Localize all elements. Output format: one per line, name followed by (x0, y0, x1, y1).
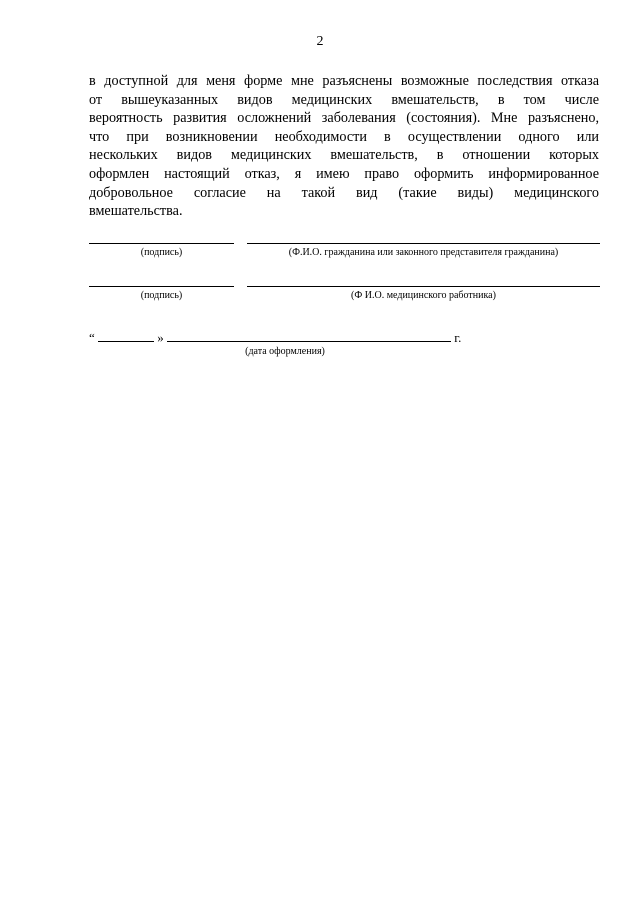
paragraph-line: вмешательства. (89, 203, 183, 220)
paragraph-line: в доступной для меня форме мне разъяснены возможные последствия отказа (89, 73, 599, 89)
consent-refusal-paragraph (89, 72, 599, 221)
date-caption: (дата оформления) (245, 346, 325, 357)
medical-worker-name-line[interactable] (247, 286, 600, 287)
paragraph-line: что при возникновении необходимости в осуществлении одного или (89, 128, 599, 145)
date-open-quote: “ (89, 330, 95, 345)
date-month-field[interactable] (167, 331, 451, 342)
page-number: 2 (316, 34, 324, 49)
citizen-name-line[interactable] (247, 243, 600, 244)
medical-worker-name-caption: (Ф И.О. медицинского работника) (351, 290, 496, 301)
paragraph-line: нескольких видов медицинских вмешательств, в отношении которых (89, 147, 599, 164)
citizen-signature-caption: (подпись) (140, 247, 183, 258)
date-day-field[interactable] (98, 331, 154, 342)
medical-worker-signature-line[interactable] (89, 286, 234, 287)
medical-worker-signature-caption: (подпись) (140, 290, 183, 301)
paragraph-line: вероятность развития осложнений заболевания (состояния). Мне разъяснено, (89, 110, 599, 127)
date-close-quote: » (157, 330, 164, 345)
citizen-signature-line[interactable] (89, 243, 234, 244)
paragraph-line: добровольное согласие на такой вид (такие виды) медицинского (89, 184, 599, 201)
paragraph-line: от вышеуказанных видов медицинских вмешательств, в том числе (89, 91, 599, 108)
paragraph-line: оформлен настоящий отказ, я имею право оформить информированное (89, 165, 599, 182)
date-line (89, 330, 461, 346)
citizen-name-caption: (Ф.И.О. гражданина или законного представителя гражданина) (288, 247, 559, 258)
date-year-suffix: г. (454, 330, 462, 345)
